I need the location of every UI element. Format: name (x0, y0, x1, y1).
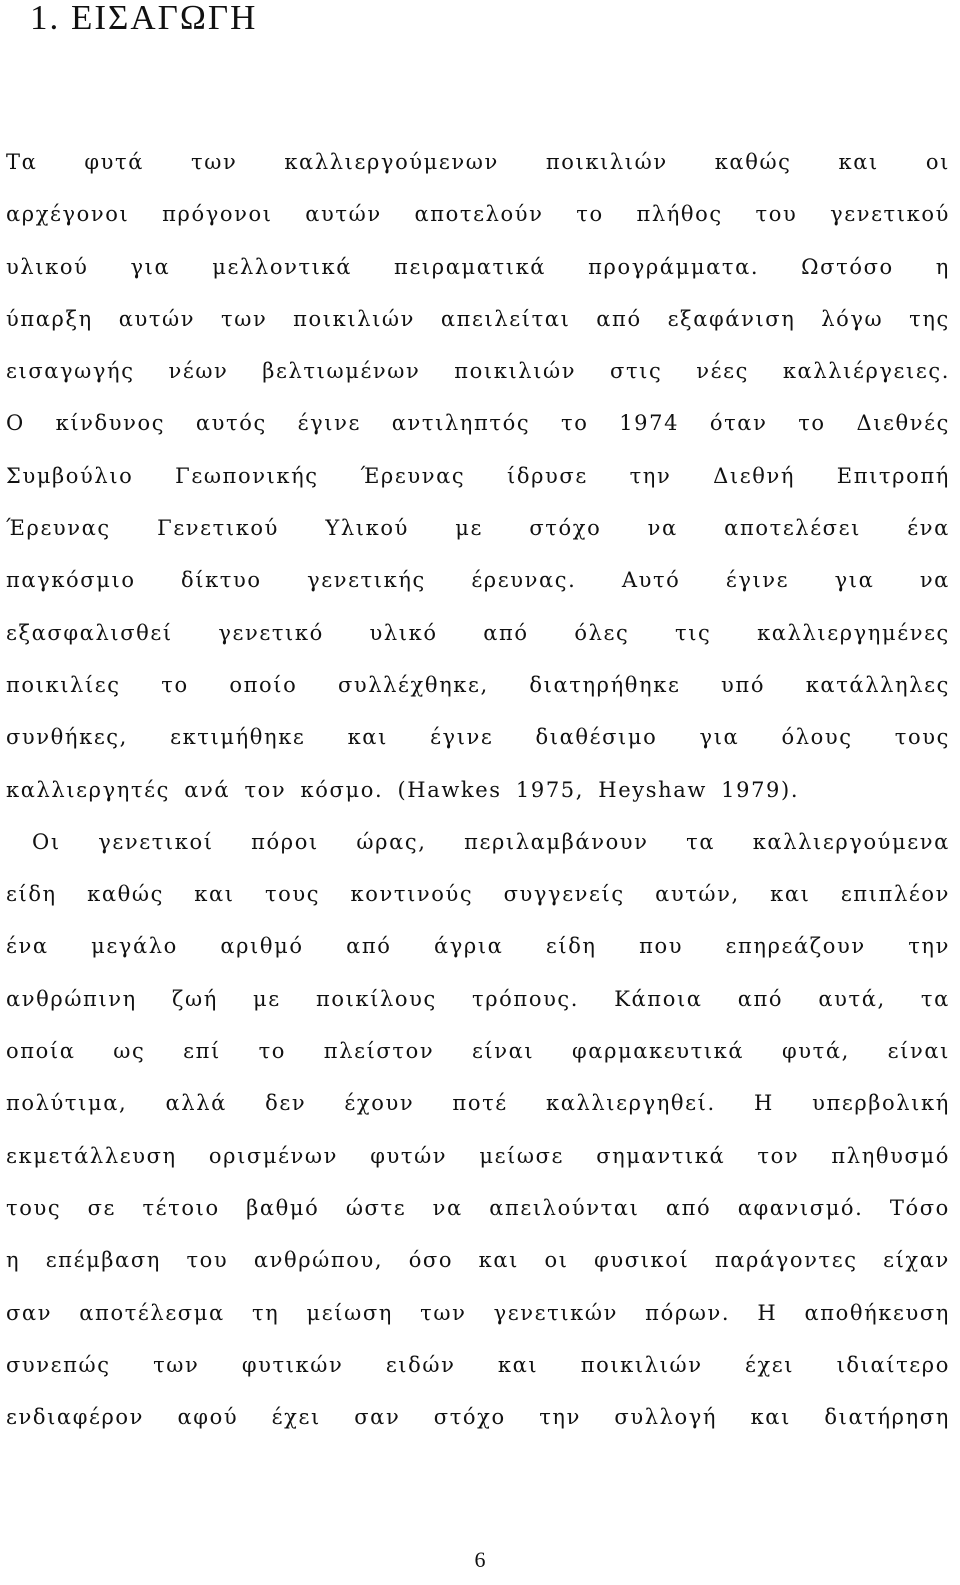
word: τους (894, 725, 950, 750)
paragraph (6, 816, 950, 1444)
text-line (6, 1287, 950, 1339)
word: αποτέλεσμα (79, 1300, 225, 1325)
word: τη (251, 1300, 280, 1325)
word: από (665, 1195, 712, 1220)
word: ποικιλιών (580, 1352, 703, 1377)
word: πλείστον (323, 1039, 435, 1064)
word: ως (113, 1039, 146, 1064)
word: επέμβαση (45, 1248, 161, 1273)
text-line (6, 973, 950, 1025)
word: καθώς (87, 882, 164, 907)
word: περιλαμβάνουν (464, 829, 649, 854)
word: να (919, 568, 950, 593)
word: των (221, 306, 268, 331)
text-line (6, 136, 950, 188)
word: Τα (6, 150, 38, 174)
word: ειδών (385, 1352, 456, 1377)
text-line (6, 345, 950, 397)
word: τις (674, 620, 712, 645)
word: είχαν (883, 1248, 950, 1273)
word: καλλιεργούμενων (284, 150, 499, 174)
word: ιδιαίτερο (836, 1352, 950, 1377)
word: Διεθνή (713, 463, 795, 488)
word: με (253, 986, 281, 1011)
word: φυσικοί (594, 1248, 690, 1273)
word: έγινε (430, 725, 494, 750)
word: στόχο (529, 516, 602, 541)
word: έγινε (725, 568, 790, 593)
word: βελτιωμένων (262, 359, 421, 384)
word: Συμβούλιο (6, 463, 134, 488)
word: κίνδυνος (55, 411, 166, 436)
word: υλικού (6, 254, 89, 279)
word: λόγω (821, 306, 884, 331)
text-line (6, 868, 950, 920)
word: σε (87, 1195, 117, 1220)
word: είδη (6, 882, 57, 907)
word: βαθμό (246, 1195, 320, 1220)
word: έχει (745, 1352, 795, 1377)
word: Γεωπονικής (175, 463, 319, 488)
word: επηρεάζουν (725, 934, 866, 959)
word: πρόγονοι (162, 202, 273, 227)
word: της (909, 306, 950, 331)
word: να (647, 516, 678, 541)
word: δεν (265, 1091, 307, 1116)
word: ζωή (172, 986, 218, 1011)
word: έχει (271, 1405, 321, 1430)
word: επιπλέον (840, 882, 950, 907)
word: συλλογή (614, 1405, 718, 1430)
text-line (6, 241, 950, 293)
word: απειλούνται (489, 1195, 640, 1220)
word: από (596, 306, 642, 331)
word: αυτός (195, 411, 267, 436)
word: από (346, 934, 392, 959)
word: Η (753, 1091, 774, 1116)
word: να (432, 1195, 463, 1220)
word: ποικιλίες (6, 672, 121, 697)
word: αποτελέσει (724, 516, 861, 541)
word: εκτιμήθηκε (170, 725, 306, 750)
word: και (838, 150, 879, 174)
text-line (6, 816, 950, 868)
word: αποθήκευση (804, 1300, 950, 1325)
word: ένα (6, 934, 49, 959)
word: το (258, 1039, 287, 1064)
word: είναι (887, 1039, 950, 1064)
word: ένα (907, 516, 950, 541)
word: ποικίλους (315, 986, 437, 1011)
word: Γενετικού (157, 516, 280, 541)
word: Διεθνές (856, 411, 950, 436)
word: φυτά (84, 150, 145, 174)
word: αποτελούν (414, 202, 544, 227)
word: για (834, 568, 875, 593)
word: πόρων. (645, 1300, 731, 1325)
word: κατάλληλες (805, 672, 950, 697)
word: κοντινούς (350, 882, 474, 907)
word: οι (544, 1248, 569, 1273)
text-line (6, 188, 950, 240)
word: Η (757, 1300, 778, 1325)
word: ανθρώπινη (6, 986, 137, 1011)
word: ποικιλιών (454, 359, 577, 384)
word: αφού (177, 1405, 239, 1430)
word: αυτών, (655, 882, 740, 907)
word: Τόσο (889, 1195, 950, 1220)
text-line (6, 1391, 950, 1443)
word: και (497, 1352, 539, 1377)
word: αφανισμό. (737, 1195, 864, 1220)
text-line (6, 1182, 950, 1234)
word: καθώς (714, 150, 792, 174)
word: Οι (32, 829, 61, 854)
word: είδη (545, 934, 597, 959)
word: τον (757, 1143, 800, 1168)
word: και (750, 1405, 791, 1430)
text-line (6, 293, 950, 345)
section-heading: 1. ΕΙΣΑΓΩΓΗ (30, 0, 258, 37)
word: για (699, 725, 740, 750)
word: φυτικών (241, 1352, 344, 1377)
word: γενετικών (493, 1300, 618, 1325)
word: ύπαρξη (6, 306, 93, 331)
text-line (6, 711, 950, 763)
word: το (161, 672, 189, 697)
word: πληθυσμό (831, 1143, 950, 1168)
text-line (6, 920, 950, 972)
word: νέες (696, 359, 749, 384)
word: εισαγωγής (6, 359, 135, 384)
word: φαρμακευτικά (571, 1039, 745, 1064)
word: συλλέχθηκε, (337, 672, 489, 697)
word: των (420, 1300, 467, 1325)
word: με (455, 516, 484, 541)
word: έρευνας. (471, 568, 577, 593)
word: παράγοντες (714, 1248, 858, 1273)
word: το (576, 202, 604, 227)
word: πειραματικά (394, 254, 547, 279)
word: διατηρήθηκε (529, 672, 681, 697)
word: Ο (6, 411, 25, 436)
word: ίδρυσε (507, 463, 588, 488)
word: πολύτιμα, (6, 1091, 128, 1116)
word: την (908, 934, 950, 959)
word: τους (264, 882, 321, 907)
word: ποικιλιών (293, 306, 416, 331)
word: η (935, 254, 950, 279)
word: που (639, 934, 684, 959)
word: φυτών (370, 1143, 448, 1168)
word: συνθήκες, (6, 725, 128, 750)
word: διαθέσιμο (535, 725, 658, 750)
text-line (6, 502, 950, 554)
word: εξαφάνιση (667, 306, 796, 331)
word: ορισμένων (208, 1143, 339, 1168)
word: οποία (6, 1039, 76, 1064)
word: αντιληπτός (391, 411, 531, 436)
word: και (347, 725, 388, 750)
word: Αυτό (621, 568, 681, 593)
word: καλλιεργηθεί. (545, 1091, 716, 1116)
word: και (770, 882, 811, 907)
word: καλλιεργούμενα (752, 829, 950, 854)
word: πλήθος (636, 202, 723, 227)
word: από (483, 620, 529, 645)
word: γενετικής (307, 568, 426, 593)
word: απειλείται (440, 306, 571, 331)
text-line (6, 1339, 950, 1391)
word: από (737, 986, 784, 1011)
word: Έρευνας (6, 516, 111, 541)
word: έχουν (344, 1091, 415, 1116)
word: επί (183, 1039, 221, 1064)
word: δίκτυο (181, 568, 262, 593)
word: εξασφαλισθεί (6, 620, 173, 645)
word: φυτά, (781, 1039, 850, 1064)
word: εκμετάλλευση (6, 1143, 177, 1168)
word: υλικό (369, 620, 438, 645)
text-line (6, 450, 950, 502)
text-line (6, 659, 950, 711)
word: για (130, 254, 171, 279)
word: του (186, 1248, 229, 1273)
word: αλλά (165, 1091, 227, 1116)
text-line (6, 554, 950, 606)
word: ποικιλιών (545, 150, 668, 174)
word: ώρας, (356, 829, 427, 854)
word: ποτέ (452, 1091, 508, 1116)
word: παγκόσμιο (6, 568, 136, 593)
word: Έρευνας (360, 463, 466, 488)
word: την (629, 463, 672, 488)
word: προγράμματα. (588, 254, 760, 279)
text-line (6, 397, 950, 449)
paragraph (6, 136, 950, 816)
word: τους (6, 1195, 62, 1220)
word: τα (920, 986, 950, 1011)
word: αυτών (118, 306, 196, 331)
word: υπό (721, 672, 766, 697)
word: και (478, 1248, 519, 1273)
word: τέτοιο (142, 1195, 220, 1220)
text-line (6, 1130, 950, 1182)
word: συνεπώς (6, 1352, 111, 1377)
word: καλλιέργειες. (782, 359, 950, 384)
word: το (798, 411, 826, 436)
word: οποίο (229, 672, 298, 697)
word: των (191, 150, 238, 174)
word: ενδιαφέρον (6, 1405, 145, 1430)
word: Επιτροπή (836, 463, 950, 488)
word: οι (925, 150, 950, 174)
word: καλλιεργημένες (757, 620, 950, 645)
word: τρόπους. (472, 986, 580, 1011)
word: και (194, 882, 235, 907)
word: στόχο (433, 1405, 506, 1430)
text-line (6, 1025, 950, 1077)
word: σαν (354, 1405, 401, 1430)
word: σαν (6, 1300, 53, 1325)
text-line (6, 1077, 950, 1129)
word: πόροι (251, 829, 319, 854)
word: συγγενείς (503, 882, 625, 907)
word: του (755, 202, 798, 227)
word: η (6, 1248, 21, 1273)
text-line (6, 1234, 950, 1286)
word: το (560, 411, 589, 436)
word: στις (610, 359, 663, 384)
word: γενετικού (830, 202, 950, 227)
word: γενετικοί (98, 829, 214, 854)
word: μείωσε (479, 1143, 565, 1168)
page-number: 6 (474, 1547, 486, 1572)
word: Υλικού (325, 516, 409, 541)
word: Ωστόσο (801, 254, 894, 279)
word: είναι (471, 1039, 535, 1064)
word: αριθμό (220, 934, 304, 959)
body-text (6, 136, 950, 1443)
word: αυτά, (818, 986, 886, 1011)
word: σημαντικά (596, 1143, 726, 1168)
word: μείωση (306, 1300, 393, 1325)
word: των (153, 1352, 200, 1377)
word: όσο (408, 1248, 454, 1273)
word: υπερβολική (812, 1091, 950, 1116)
word: διατήρηση (824, 1405, 950, 1430)
word: αρχέγονοι (6, 202, 130, 227)
text-line (6, 607, 950, 659)
word: 1974 (619, 411, 680, 436)
word: νέων (168, 359, 229, 384)
word: γενετικό (218, 620, 324, 645)
word: Κάποια (614, 986, 703, 1011)
word: όλους (781, 725, 853, 750)
word: όλες (574, 620, 630, 645)
word: την (539, 1405, 581, 1430)
word: αυτών (305, 202, 382, 227)
word: ώστε (345, 1195, 407, 1220)
word: άγρια (433, 934, 504, 959)
word: όταν (709, 411, 768, 436)
word: μεγάλο (91, 934, 178, 959)
text-line: καλλιεργητές ανά τον κόσμο. (Hawkes 1975, Heyshaw 1979). (6, 777, 800, 802)
word: μελλοντικά (212, 254, 353, 279)
word: τα (686, 829, 716, 854)
word: έγινε (297, 411, 361, 436)
word: ανθρώπου, (253, 1248, 384, 1273)
